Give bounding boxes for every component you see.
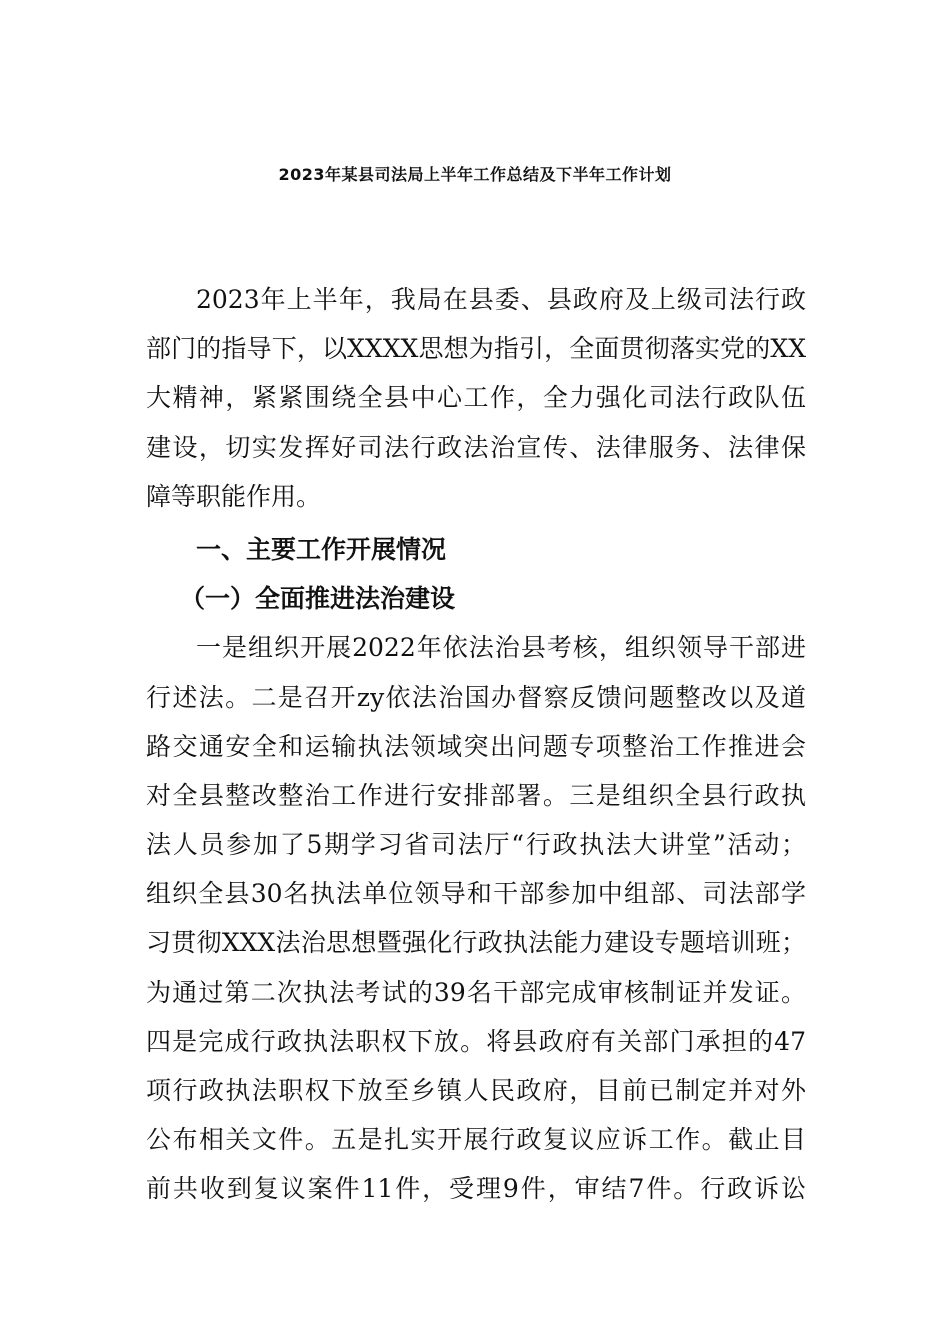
paragraph-line: 2023年上半年，我局在县委、县政府及上级司法行政 [196,285,806,314]
paragraph-line: 障等职能作用。 [146,481,322,511]
paragraph-line: 项行政执法职权下放至乡镇人民政府，目前已制定并对外 [146,1076,806,1105]
section-heading: 一、主要工作开展情况 [196,534,447,564]
subsection-heading: （一）全面推进法治建设 [180,584,456,614]
paragraph-line: 为通过第二次执法考试的39名干部完成审核制证并发证。 [146,977,806,1007]
paragraph-line: 法人员参加了5期学习省司法厅“行政执法大讲堂”活动； [146,830,806,860]
paragraph-line: 组织全县30名执法单位领导和干部参加中组部、司法部学 [146,879,806,909]
paragraph-line: 行述法。二是召开zy依法治国办督察反馈问题整改以及道 [146,682,806,712]
paragraph-line: 建设，切实发挥好司法行政法治宣传、法律服务、法律保 [146,432,806,462]
paragraph-line: 路交通安全和运输执法领域突出问题专项整治工作推进会 [146,731,806,761]
paragraph-line: 部门的指导下，以XXXX思想为指引，全面贯彻落实党的XX [146,334,806,364]
document-body [146,275,806,1214]
document-title: 2023年某县司法局上半年工作总结及下半年工作计划 [278,165,672,184]
paragraph-line: 前共收到复议案件11件，受理9件，审结7件。行政诉讼 [146,1174,806,1204]
paragraph-line: 四是完成行政执法职权下放。将县政府有关部门承担的47 [146,1026,806,1056]
paragraph-line: 一是组织开展2022年依法治县考核，组织领导干部进 [196,633,806,663]
paragraph-line: 大精神，紧紧围绕全县中心工作，全力强化司法行政队伍 [146,383,806,413]
paragraph-line: 习贯彻XXX法治思想暨强化行政执法能力建设专题培训班； [146,928,806,958]
paragraph-line: 公布相关文件。五是扎实开展行政复议应诉工作。截止目 [146,1125,806,1155]
paragraph-line: 对全县整改整治工作进行安排部署。三是组织全县行政执 [146,780,806,810]
